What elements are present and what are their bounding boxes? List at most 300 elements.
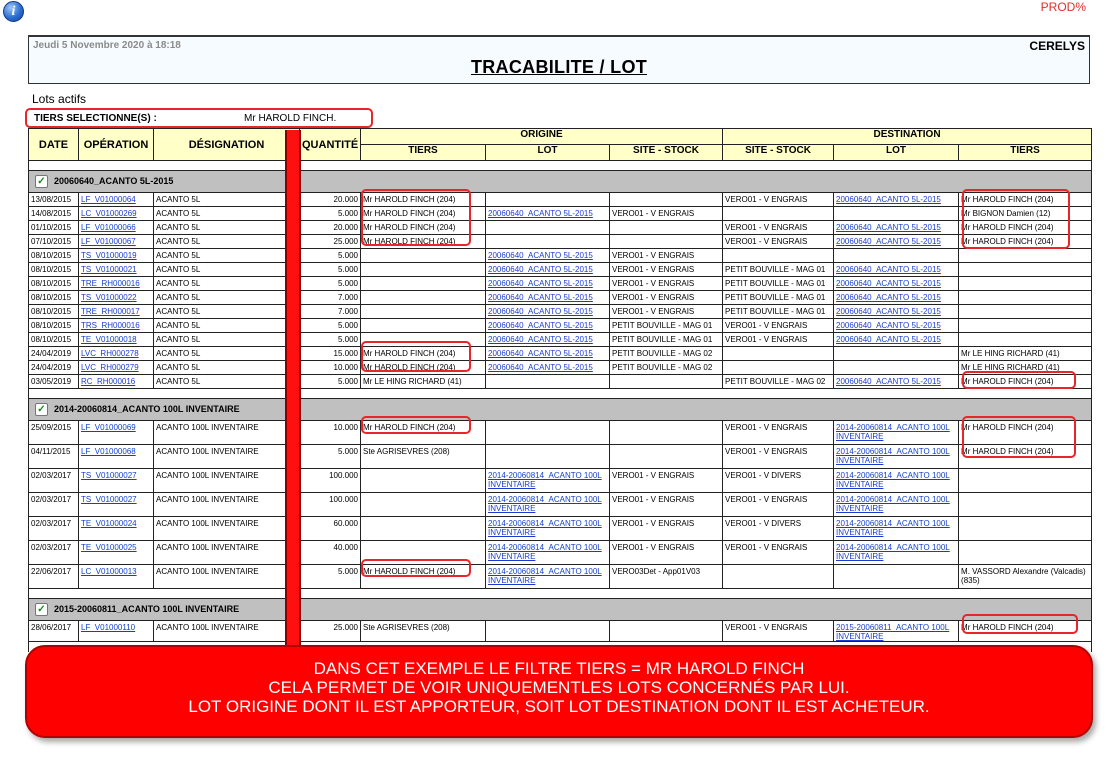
- cell-operation: [79, 621, 154, 642]
- cell-date: 28/06/2017: [29, 621, 79, 642]
- cell-quantite: 10.000: [300, 361, 361, 375]
- group-spacer: [29, 161, 1092, 171]
- cell-dest-tiers: Mr HAROLD FINCH (204): [959, 193, 1092, 207]
- cell-operation: [79, 445, 154, 469]
- cell-origine-lot: [486, 493, 610, 517]
- operation-link[interactable]: LF_V01000067: [81, 237, 136, 246]
- cell-origine-tiers: [361, 305, 486, 319]
- cell-dest-site: VERO01 - V ENGRAIS: [723, 333, 834, 347]
- lot-link[interactable]: 20060640_ACANTO 5L-2015: [488, 265, 593, 274]
- highlight-origin-tiers-2: [361, 341, 471, 372]
- cell-origine-site: PETIT BOUVILLE - MAG 01: [610, 319, 723, 333]
- cell-dest-lot: [834, 445, 959, 469]
- table-row: [29, 445, 1092, 469]
- table-row: [29, 347, 1092, 361]
- cell-origine-site: VERO01 - V ENGRAIS: [610, 291, 723, 305]
- cell-dest-site: VERO01 - V ENGRAIS: [723, 621, 834, 642]
- cell-date: 04/11/2015: [29, 445, 79, 469]
- cell-quantite: 5.000: [300, 249, 361, 263]
- table-body: [29, 161, 1092, 652]
- highlight-origin-tiers-4: [361, 559, 471, 577]
- operation-link[interactable]: TS_V01000022: [81, 293, 137, 302]
- cell-origine-tiers: Mr HAROLD FINCH (204): [361, 221, 486, 235]
- col-dest-tiers[interactable]: TIERS: [959, 145, 1092, 161]
- cell-date: 24/04/2019: [29, 361, 79, 375]
- cell-dest-tiers: [959, 493, 1092, 517]
- cell-dest-site: [723, 347, 834, 361]
- lot-link[interactable]: 2014-20060814_ACANTO 100L INVENTAIRE: [836, 543, 950, 561]
- cell-origine-lot: [486, 375, 610, 389]
- cell-date: 02/03/2017: [29, 493, 79, 517]
- operation-link[interactable]: TS_V01000019: [81, 251, 137, 260]
- lot-link[interactable]: 20060640_ACANTO 5L-2015: [488, 321, 593, 330]
- cell-designation: ACANTO 100L INVENTAIRE: [154, 565, 300, 589]
- cell-quantite: 5.000: [300, 445, 361, 469]
- operation-link[interactable]: TRE_RH000017: [81, 307, 140, 316]
- cell-dest-tiers: Mr HAROLD FINCH (204): [959, 621, 1092, 642]
- col-origine-lot[interactable]: LOT: [486, 145, 610, 161]
- cell-dest-tiers: M. VASSORD Alexandre (Valcadis) (835): [959, 565, 1092, 589]
- lot-link[interactable]: 20060640_ACANTO 5L-2015: [488, 349, 593, 358]
- cell-quantite: 25.000: [300, 235, 361, 249]
- cell-operation: [79, 221, 154, 235]
- cell-dest-site: [723, 249, 834, 263]
- cell-dest-tiers: [959, 469, 1092, 493]
- cell-operation: [79, 347, 154, 361]
- cell-origine-lot: [486, 249, 610, 263]
- cell-dest-lot: [834, 375, 959, 389]
- cell-dest-lot: [834, 207, 959, 221]
- cell-date: 08/10/2015: [29, 277, 79, 291]
- cell-operation: [79, 541, 154, 565]
- cell-dest-tiers: Mr LE HING RICHARD (41): [959, 361, 1092, 375]
- cell-dest-site: VERO01 - V ENGRAIS: [723, 445, 834, 469]
- cell-operation: [79, 517, 154, 541]
- cell-dest-site: [723, 361, 834, 375]
- cell-dest-lot: [834, 541, 959, 565]
- table-row: [29, 361, 1092, 375]
- cell-dest-tiers: [959, 333, 1092, 347]
- cell-dest-site: [723, 207, 834, 221]
- cell-designation: ACANTO 5L: [154, 361, 300, 375]
- cell-designation: ACANTO 100L INVENTAIRE: [154, 541, 300, 565]
- cell-origine-lot: [486, 193, 610, 207]
- cell-origine-lot: [486, 263, 610, 277]
- col-operation[interactable]: OPÉRATION: [79, 129, 154, 161]
- lot-link[interactable]: 2014-20060814_ACANTO 100L INVENTAIRE: [836, 519, 950, 537]
- cell-origine-lot: [486, 621, 610, 642]
- cell-designation: ACANTO 5L: [154, 193, 300, 207]
- operation-link[interactable]: LVC_RH000278: [81, 349, 139, 358]
- highlight-dest-tiers-1: [962, 189, 1070, 249]
- cell-dest-site: [723, 565, 834, 589]
- callout-line-2: CELA PERMET DE VOIR UNIQUEMENTLES LOTS CONCERNÉS PAR LUI.: [268, 678, 850, 697]
- cell-dest-site: PETIT BOUVILLE - MAG 01: [723, 305, 834, 319]
- table-row: [29, 621, 1092, 642]
- lot-link[interactable]: 20060640_ACANTO 5L-2015: [836, 223, 941, 232]
- cell-origine-site: VERO01 - V ENGRAIS: [610, 263, 723, 277]
- cell-dest-site: PETIT BOUVILLE - MAG 02: [723, 375, 834, 389]
- operation-link[interactable]: LF_V01000069: [81, 423, 136, 432]
- cell-dest-site: VERO01 - V DIVERS: [723, 517, 834, 541]
- cell-designation: ACANTO 5L: [154, 347, 300, 361]
- traceability-table: [28, 128, 1092, 652]
- operation-link[interactable]: LVC_RH000279: [81, 363, 139, 372]
- cell-dest-tiers: Mr HAROLD FINCH (204): [959, 235, 1092, 249]
- cell-dest-site: VERO01 - V ENGRAIS: [723, 319, 834, 333]
- lot-link[interactable]: 2014-20060814_ACANTO 100L INVENTAIRE: [488, 495, 602, 513]
- lot-link[interactable]: 20060640_ACANTO 5L-2015: [488, 279, 593, 288]
- tiers-selection-value: Mr HAROLD FINCH.: [244, 113, 337, 124]
- lot-link[interactable]: 20060640_ACANTO 5L-2015: [836, 293, 941, 302]
- info-icon[interactable]: i: [3, 1, 24, 22]
- cell-dest-tiers: [959, 305, 1092, 319]
- cell-designation: ACANTO 5L: [154, 319, 300, 333]
- cell-dest-lot: [834, 263, 959, 277]
- lot-link[interactable]: 20060640_ACANTO 5L-2015: [488, 335, 593, 344]
- lot-link[interactable]: 20060640_ACANTO 5L-2015: [836, 279, 941, 288]
- operation-link[interactable]: RC_RH000016: [81, 377, 136, 386]
- lots-actifs-label: Lots actifs: [32, 92, 87, 106]
- cell-origine-lot: [486, 445, 610, 469]
- col-designation[interactable]: DÉSIGNATION: [154, 129, 300, 161]
- operation-link[interactable]: TS_V01000027: [81, 495, 137, 504]
- cell-origine-tiers: Ste AGRISEVRES (208): [361, 445, 486, 469]
- cell-origine-site: VERO01 - V ENGRAIS: [610, 517, 723, 541]
- lot-group-header[interactable]: [29, 599, 1092, 621]
- cell-origine-lot: [486, 221, 610, 235]
- group-spacer: [29, 589, 1092, 599]
- cell-dest-lot: [834, 621, 959, 642]
- cell-origine-lot: [486, 291, 610, 305]
- cell-origine-site: [610, 421, 723, 445]
- cell-quantite: 7.000: [300, 291, 361, 305]
- group-spacer: [29, 389, 1092, 399]
- cell-origine-tiers: Mr HAROLD FINCH (204): [361, 361, 486, 375]
- table-row: [29, 235, 1092, 249]
- operation-link[interactable]: TE_V01000024: [81, 519, 137, 528]
- cell-origine-site: [610, 621, 723, 642]
- cell-dest-tiers: [959, 517, 1092, 541]
- cell-date: 02/03/2017: [29, 469, 79, 493]
- table-row: [29, 541, 1092, 565]
- cell-dest-tiers: Mr BIGNON Damien (12): [959, 207, 1092, 221]
- cell-quantite: 5.000: [300, 207, 361, 221]
- lot-link[interactable]: 20060640_ACANTO 5L-2015: [836, 335, 941, 344]
- cell-operation: [79, 361, 154, 375]
- cell-origine-tiers: [361, 319, 486, 333]
- lot-link[interactable]: 2014-20060814_ACANTO 100L INVENTAIRE: [836, 495, 950, 513]
- cell-dest-tiers: [959, 249, 1092, 263]
- table-row: [29, 263, 1092, 277]
- cell-origine-lot: [486, 305, 610, 319]
- cell-designation: ACANTO 5L: [154, 221, 300, 235]
- operation-link[interactable]: TRE_RH000016: [81, 279, 140, 288]
- operation-link[interactable]: TE_V01000025: [81, 543, 137, 552]
- lot-link[interactable]: 20060640_ACANTO 5L-2015: [488, 307, 593, 316]
- table-row: [29, 305, 1092, 319]
- table-row: [29, 193, 1092, 207]
- lot-link[interactable]: 20060640_ACANTO 5L-2015: [836, 307, 941, 316]
- cell-operation: [79, 375, 154, 389]
- cell-origine-site: PETIT BOUVILLE - MAG 02: [610, 361, 723, 375]
- lot-link[interactable]: 2014-20060814_ACANTO 100L INVENTAIRE: [488, 519, 602, 537]
- cell-origine-tiers: Mr HAROLD FINCH (204): [361, 347, 486, 361]
- check-icon[interactable]: ✓: [35, 603, 48, 616]
- cell-dest-lot: [834, 347, 959, 361]
- cell-dest-lot: [834, 517, 959, 541]
- cell-dest-tiers: [959, 319, 1092, 333]
- highlight-dest-tiers-4: [962, 614, 1078, 634]
- cell-dest-site: PETIT BOUVILLE - MAG 01: [723, 291, 834, 305]
- cell-dest-site: VERO01 - V ENGRAIS: [723, 193, 834, 207]
- cell-origine-site: PETIT BOUVILLE - MAG 02: [610, 347, 723, 361]
- operation-link[interactable]: LF_V01000066: [81, 223, 136, 232]
- cell-dest-site: PETIT BOUVILLE - MAG 01: [723, 277, 834, 291]
- cell-quantite: 5.000: [300, 333, 361, 347]
- cell-operation: [79, 421, 154, 445]
- cell-date: 08/10/2015: [29, 263, 79, 277]
- col-quantite[interactable]: QUANTITÉ: [300, 129, 361, 161]
- cell-dest-lot: [834, 277, 959, 291]
- cell-dest-lot: [834, 361, 959, 375]
- cell-quantite: 5.000: [300, 277, 361, 291]
- cell-operation: [79, 235, 154, 249]
- lot-link[interactable]: 20060640_ACANTO 5L-2015: [836, 237, 941, 246]
- table-row: [29, 493, 1092, 517]
- cell-origine-site: [610, 375, 723, 389]
- cell-dest-site: VERO01 - V ENGRAIS: [723, 421, 834, 445]
- col-date[interactable]: DATE: [29, 129, 79, 161]
- lot-link[interactable]: 20060640_ACANTO 5L-2015: [836, 195, 941, 204]
- cell-dest-tiers: Mr HAROLD FINCH (204): [959, 375, 1092, 389]
- col-dest-lot[interactable]: LOT: [834, 145, 959, 161]
- lot-link[interactable]: 20060640_ACANTO 5L-2015: [488, 251, 593, 260]
- table-row: [29, 375, 1092, 389]
- lot-link[interactable]: 20060640_ACANTO 5L-2015: [836, 265, 941, 274]
- cell-origine-tiers: [361, 493, 486, 517]
- table-row: [29, 291, 1092, 305]
- cell-quantite: 100.000: [300, 493, 361, 517]
- lot-group-header[interactable]: [29, 399, 1092, 421]
- callout-banner: [25, 645, 1093, 738]
- lot-group-name: 20060640_ACANTO 5L-2015: [54, 175, 174, 186]
- operation-link[interactable]: LF_V01000068: [81, 447, 136, 456]
- report-title: TRACABILITE / LOT: [470, 57, 648, 77]
- cell-origine-site: VERO01 - V ENGRAIS: [610, 249, 723, 263]
- cell-designation: ACANTO 5L: [154, 207, 300, 221]
- callout-arrow: [285, 130, 301, 650]
- cell-date: 14/08/2015: [29, 207, 79, 221]
- lot-link[interactable]: 2014-20060814_ACANTO 100L INVENTAIRE: [488, 543, 602, 561]
- cell-dest-site: PETIT BOUVILLE - MAG 01: [723, 263, 834, 277]
- cell-quantite: 15.000: [300, 347, 361, 361]
- operation-link[interactable]: TE_V01000018: [81, 335, 137, 344]
- lot-link[interactable]: 2014-20060814_ACANTO 100L INVENTAIRE: [488, 471, 602, 489]
- col-origine-tiers[interactable]: TIERS: [361, 145, 486, 161]
- operation-link[interactable]: LC_V01000013: [81, 567, 137, 576]
- operation-link[interactable]: TS_V01000027: [81, 471, 137, 480]
- cell-origine-lot: [486, 565, 610, 589]
- lot-link[interactable]: 2014-20060814_ACANTO 100L INVENTAIRE: [836, 447, 950, 465]
- cell-designation: ACANTO 5L: [154, 291, 300, 305]
- cell-origine-tiers: [361, 517, 486, 541]
- cell-quantite: 40.000: [300, 541, 361, 565]
- cell-origine-site: [610, 193, 723, 207]
- cell-dest-lot: [834, 333, 959, 347]
- lot-link[interactable]: 20060640_ACANTO 5L-2015: [488, 363, 593, 372]
- highlight-dest-tiers-3: [962, 416, 1076, 458]
- cell-origine-tiers: Mr HAROLD FINCH (204): [361, 565, 486, 589]
- lot-link[interactable]: 2014-20060814_ACANTO 100L INVENTAIRE: [488, 567, 602, 585]
- lot-group-header[interactable]: [29, 171, 1092, 193]
- cell-date: 13/08/2015: [29, 193, 79, 207]
- table-row: [29, 469, 1092, 493]
- cell-operation: [79, 469, 154, 493]
- callout-line-3: LOT ORIGINE DONT IL EST APPORTEUR, SOIT LOT DESTINATION DONT IL EST ACHETEUR.: [188, 697, 930, 716]
- cell-dest-tiers: Mr LE HING RICHARD (41): [959, 347, 1092, 361]
- cell-date: 08/10/2015: [29, 291, 79, 305]
- cell-date: 08/10/2015: [29, 319, 79, 333]
- cell-dest-lot: [834, 235, 959, 249]
- cell-origine-tiers: [361, 277, 486, 291]
- cell-quantite: 60.000: [300, 517, 361, 541]
- table-row: [29, 221, 1092, 235]
- cell-designation: ACANTO 5L: [154, 235, 300, 249]
- cell-quantite: 5.000: [300, 375, 361, 389]
- cell-dest-site: VERO01 - V ENGRAIS: [723, 541, 834, 565]
- table-row: [29, 517, 1092, 541]
- tiers-selection-box: [25, 108, 373, 128]
- cell-designation: ACANTO 5L: [154, 277, 300, 291]
- highlight-origin-tiers-1: [361, 189, 471, 246]
- highlight-dest-tiers-2: [962, 371, 1076, 389]
- cell-dest-tiers: [959, 263, 1092, 277]
- cell-origine-site: [610, 445, 723, 469]
- lot-link[interactable]: 2015-20060811_ACANTO 100L INVENTAIRE: [836, 623, 950, 641]
- lot-link[interactable]: 20060640_ACANTO 5L-2015: [836, 377, 941, 386]
- cell-origine-tiers: [361, 291, 486, 305]
- cell-origine-site: PETIT BOUVILLE - MAG 01: [610, 333, 723, 347]
- operation-link[interactable]: LF_V01000064: [81, 195, 136, 204]
- cell-dest-lot: [834, 221, 959, 235]
- cell-dest-lot: [834, 305, 959, 319]
- col-dest-site[interactable]: SITE - STOCK: [723, 145, 834, 161]
- cell-designation: ACANTO 100L INVENTAIRE: [154, 469, 300, 493]
- cell-origine-lot: [486, 347, 610, 361]
- report-date: Jeudi 5 Novembre 2020 à 18:18: [33, 40, 181, 51]
- operation-link[interactable]: TRS_RH000016: [81, 321, 140, 330]
- cell-operation: [79, 333, 154, 347]
- cell-designation: ACANTO 100L INVENTAIRE: [154, 445, 300, 469]
- table-row: [29, 319, 1092, 333]
- table-row: [29, 249, 1092, 263]
- lot-link[interactable]: 20060640_ACANTO 5L-2015: [488, 293, 593, 302]
- callout-line-1: DANS CET EXEMPLE LE FILTRE TIERS = MR HAROLD FINCH: [313, 659, 805, 678]
- cell-dest-site: VERO01 - V ENGRAIS: [723, 221, 834, 235]
- cell-origine-lot: [486, 207, 610, 221]
- cell-quantite: 7.000: [300, 305, 361, 319]
- cell-origine-site: VERO01 - V ENGRAIS: [610, 541, 723, 565]
- cell-date: 25/09/2015: [29, 421, 79, 445]
- cell-dest-lot: [834, 565, 959, 589]
- cell-quantite: 5.000: [300, 565, 361, 589]
- lot-group-name: 2015-20060811_ACANTO 100L INVENTAIRE: [54, 603, 240, 614]
- cell-date: 02/03/2017: [29, 517, 79, 541]
- table-row: [29, 333, 1092, 347]
- cell-origine-site: VERO01 - V ENGRAIS: [610, 207, 723, 221]
- cell-origine-lot: [486, 421, 610, 445]
- cell-origine-tiers: Mr LE HING RICHARD (41): [361, 375, 486, 389]
- cell-origine-tiers: [361, 469, 486, 493]
- cell-designation: ACANTO 100L INVENTAIRE: [154, 517, 300, 541]
- cell-quantite: 10.000: [300, 421, 361, 445]
- cell-quantite: 5.000: [300, 319, 361, 333]
- cell-operation: [79, 193, 154, 207]
- cell-dest-tiers: Mr HAROLD FINCH (204): [959, 221, 1092, 235]
- environment-label: PROD%: [1040, 0, 1086, 14]
- cell-operation: [79, 493, 154, 517]
- cell-origine-site: VERO01 - V ENGRAIS: [610, 469, 723, 493]
- report-header: [28, 35, 1090, 84]
- lot-link[interactable]: 20060640_ACANTO 5L-2015: [836, 321, 941, 330]
- check-icon[interactable]: ✓: [35, 175, 48, 188]
- cell-origine-site: VERO03Det - App01V03: [610, 565, 723, 589]
- cell-date: 03/05/2019: [29, 375, 79, 389]
- cell-date: 22/06/2017: [29, 565, 79, 589]
- cell-dest-tiers: Mr HAROLD FINCH (204): [959, 421, 1092, 445]
- cell-origine-site: VERO01 - V ENGRAIS: [610, 493, 723, 517]
- lot-link[interactable]: 2014-20060814_ACANTO 100L INVENTAIRE: [836, 423, 950, 441]
- lot-group-name: 2014-20060814_ACANTO 100L INVENTAIRE: [54, 403, 240, 414]
- table-row: [29, 421, 1092, 445]
- cell-origine-tiers: [361, 263, 486, 277]
- company-name: CERELYS: [1029, 39, 1085, 53]
- col-origine-site[interactable]: SITE - STOCK: [610, 145, 723, 161]
- cell-designation: ACANTO 100L INVENTAIRE: [154, 421, 300, 445]
- cell-date: 01/10/2015: [29, 221, 79, 235]
- cell-dest-tiers: [959, 277, 1092, 291]
- cell-operation: [79, 305, 154, 319]
- cell-date: 07/10/2015: [29, 235, 79, 249]
- cell-date: 08/10/2015: [29, 333, 79, 347]
- lot-link[interactable]: 2014-20060814_ACANTO 100L INVENTAIRE: [836, 471, 950, 489]
- operation-link[interactable]: LC_V01000269: [81, 209, 137, 218]
- col-group-origine: ORIGINE: [361, 129, 723, 145]
- cell-origine-tiers: Ste AGRISEVRES (208): [361, 621, 486, 642]
- cell-origine-tiers: Mr HAROLD FINCH (204): [361, 235, 486, 249]
- cell-designation: ACANTO 5L: [154, 263, 300, 277]
- lot-link[interactable]: 20060640_ACANTO 5L-2015: [488, 209, 593, 218]
- operation-link[interactable]: TS_V01000021: [81, 265, 137, 274]
- check-icon[interactable]: ✓: [35, 403, 48, 416]
- cell-quantite: 5.000: [300, 263, 361, 277]
- cell-dest-lot: [834, 493, 959, 517]
- cell-quantite: 20.000: [300, 221, 361, 235]
- cell-designation: ACANTO 5L: [154, 305, 300, 319]
- highlight-origin-tiers-3: [361, 416, 471, 434]
- cell-dest-site: VERO01 - V ENGRAIS: [723, 235, 834, 249]
- cell-dest-tiers: [959, 541, 1092, 565]
- table-row: [29, 207, 1092, 221]
- cell-origine-lot: [486, 235, 610, 249]
- tiers-selection-label: TIERS SELECTIONNE(S) :: [34, 113, 157, 124]
- cell-origine-tiers: [361, 249, 486, 263]
- cell-designation: ACANTO 5L: [154, 249, 300, 263]
- cell-origine-site: [610, 235, 723, 249]
- cell-origine-lot: [486, 517, 610, 541]
- operation-link[interactable]: LF_V01000110: [81, 623, 136, 632]
